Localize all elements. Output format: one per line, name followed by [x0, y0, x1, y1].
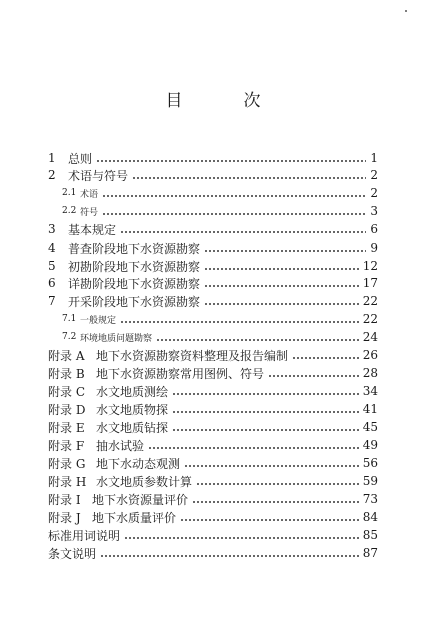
toc-entry	[0, 184, 426, 202]
toc-entry-number: 7.2	[62, 332, 77, 342]
toc-leader-dots	[120, 230, 366, 234]
toc-entry-page: 26	[362, 348, 378, 362]
toc-leader-dots	[100, 554, 359, 558]
toc-entry-label: 符号	[80, 207, 99, 218]
toc-leader-dots	[172, 392, 359, 396]
toc-leader-dots	[132, 176, 366, 180]
toc-entry-label: 开采阶段地下水资源勘察	[68, 294, 201, 309]
toc-leader-dots	[148, 446, 359, 450]
toc-title: 目 次	[165, 91, 283, 111]
toc-entry	[0, 400, 426, 418]
toc-entry-label: 条文说明	[48, 546, 97, 561]
toc-entry-label: 详勘阶段地下水资源勘察	[68, 276, 201, 291]
toc-entry-page: 22	[362, 312, 378, 326]
toc-entry-page: 22	[362, 294, 378, 308]
toc-entry-label: 水文地质参数计算	[96, 474, 193, 489]
toc-leader-dots	[204, 249, 366, 253]
toc-entry-page: 2	[370, 186, 378, 200]
toc-entry	[0, 274, 426, 292]
toc-entry	[0, 544, 426, 562]
toc-entry-label: 地下水资源量评价	[92, 492, 189, 507]
toc-entry-number: 7	[48, 294, 56, 308]
toc-entry	[0, 418, 426, 436]
toc-entry-number: 附录 C	[48, 384, 85, 399]
toc-entry-number: 附录 I	[48, 492, 81, 507]
toc-leader-dots	[196, 482, 359, 486]
toc-entry-label: 地下水质量评价	[92, 510, 177, 525]
toc-entry-page: 24	[362, 330, 378, 344]
toc-entry-number: 6	[48, 276, 56, 290]
toc-entry-page: 59	[362, 474, 378, 488]
toc-entry	[0, 328, 426, 346]
toc-entry-label: 基本规定	[68, 222, 117, 237]
toc-entry-label: 初勘阶段地下水资源勘察	[68, 259, 201, 274]
toc-entry-number: 附录 E	[48, 420, 85, 435]
toc-entry	[0, 202, 426, 220]
toc-leader-dots	[192, 500, 359, 504]
toc-entry-label: 总则	[68, 151, 93, 166]
toc-leader-dots	[102, 194, 366, 198]
toc-leader-dots	[184, 464, 359, 468]
toc-entry-label: 地下水动态观测	[96, 456, 181, 471]
toc-entry	[0, 239, 426, 257]
toc-entry	[0, 508, 426, 526]
toc-entry	[0, 220, 426, 238]
toc-entry-number: 4	[48, 241, 56, 255]
toc-entry	[0, 257, 426, 275]
toc-entry-number: 1	[48, 151, 56, 165]
toc-entry-page: 45	[362, 420, 378, 434]
toc-entry-number: 附录 D	[48, 402, 86, 417]
toc-entry-label: 水文地质物探	[96, 402, 169, 417]
toc-leader-dots	[124, 536, 359, 540]
toc-entry-label: 术语与符号	[68, 168, 129, 183]
toc-entry-number: 2.1	[62, 188, 77, 198]
toc-leader-dots	[292, 356, 359, 360]
toc-entry-label: 标准用词说明	[48, 528, 121, 543]
toc-entry	[0, 490, 426, 508]
toc-entry-page: 34	[362, 384, 378, 398]
toc-entry-label: 一般规定	[80, 315, 117, 326]
toc-leader-dots	[120, 320, 359, 324]
toc-entry-page: 41	[362, 402, 378, 416]
toc-entry-number: 附录 G	[48, 456, 86, 471]
toc-entry	[0, 382, 426, 400]
toc-leader-dots	[156, 338, 359, 342]
toc-entry	[0, 364, 426, 382]
toc-entry-page: 12	[362, 259, 378, 273]
toc-leader-dots	[180, 518, 359, 522]
toc-entry-label: 术语	[80, 189, 99, 200]
toc-entry-number: 附录 H	[48, 474, 87, 489]
toc-leader-dots	[172, 410, 359, 414]
toc-entry-number: 2.2	[62, 206, 77, 216]
toc-entry-label: 地下水资源勘察资料整理及报告编制	[96, 348, 289, 363]
toc-leader-dots	[268, 374, 359, 378]
toc-entry-number: 附录 J	[48, 510, 81, 525]
toc-entry-number: 附录 F	[48, 438, 85, 453]
toc-entry-page: 87	[362, 546, 378, 560]
toc-entry-page: 3	[370, 204, 378, 218]
toc-leader-dots	[204, 302, 359, 306]
toc-entry-page: 2	[370, 168, 378, 182]
toc-leader-dots	[204, 267, 359, 271]
toc-entry-label: 抽水试验	[96, 438, 145, 453]
toc-leader-dots	[96, 159, 366, 163]
toc-entry	[0, 166, 426, 184]
toc-entry-page: 73	[362, 492, 378, 506]
toc-entry	[0, 310, 426, 328]
toc-entry-page: 17	[362, 276, 378, 290]
toc-entry-page: 49	[362, 438, 378, 452]
toc-entry-number: 附录 B	[48, 366, 85, 381]
toc-entry	[0, 526, 426, 544]
toc-entry	[0, 346, 426, 364]
toc-entry-page: 1	[370, 151, 378, 165]
toc-entry-page: 84	[362, 510, 378, 524]
toc-entry-page: 56	[362, 456, 378, 470]
toc-entry	[0, 454, 426, 472]
toc-entry-page: 85	[362, 528, 378, 542]
toc-entry-label: 环境地质问题勘察	[80, 333, 153, 344]
toc-entry-number: 3	[48, 222, 56, 236]
toc-entry-label: 地下水资源勘察常用图例、符号	[96, 366, 265, 381]
toc-entry-number: 附录 A	[48, 348, 85, 363]
toc-entry	[0, 472, 426, 490]
toc-entry	[0, 292, 426, 310]
toc-entry-number: 7.1	[62, 314, 77, 324]
toc-entry-number: 2	[48, 168, 56, 182]
toc-entry-label: 水文地质钻探	[96, 420, 169, 435]
toc-entry-number: 5	[48, 259, 56, 273]
toc-entry-page: 9	[370, 241, 378, 255]
toc-entry-page: 6	[370, 222, 378, 236]
toc-entry	[0, 436, 426, 454]
toc-leader-dots	[204, 284, 359, 288]
toc-leader-dots	[172, 428, 359, 432]
toc-entry-page: 28	[362, 366, 378, 380]
toc-entry	[0, 149, 426, 167]
toc-entry-label: 水文地质测绘	[96, 384, 169, 399]
toc-entry-label: 普查阶段地下水资源勘察	[68, 241, 201, 256]
toc-leader-dots	[102, 212, 366, 216]
